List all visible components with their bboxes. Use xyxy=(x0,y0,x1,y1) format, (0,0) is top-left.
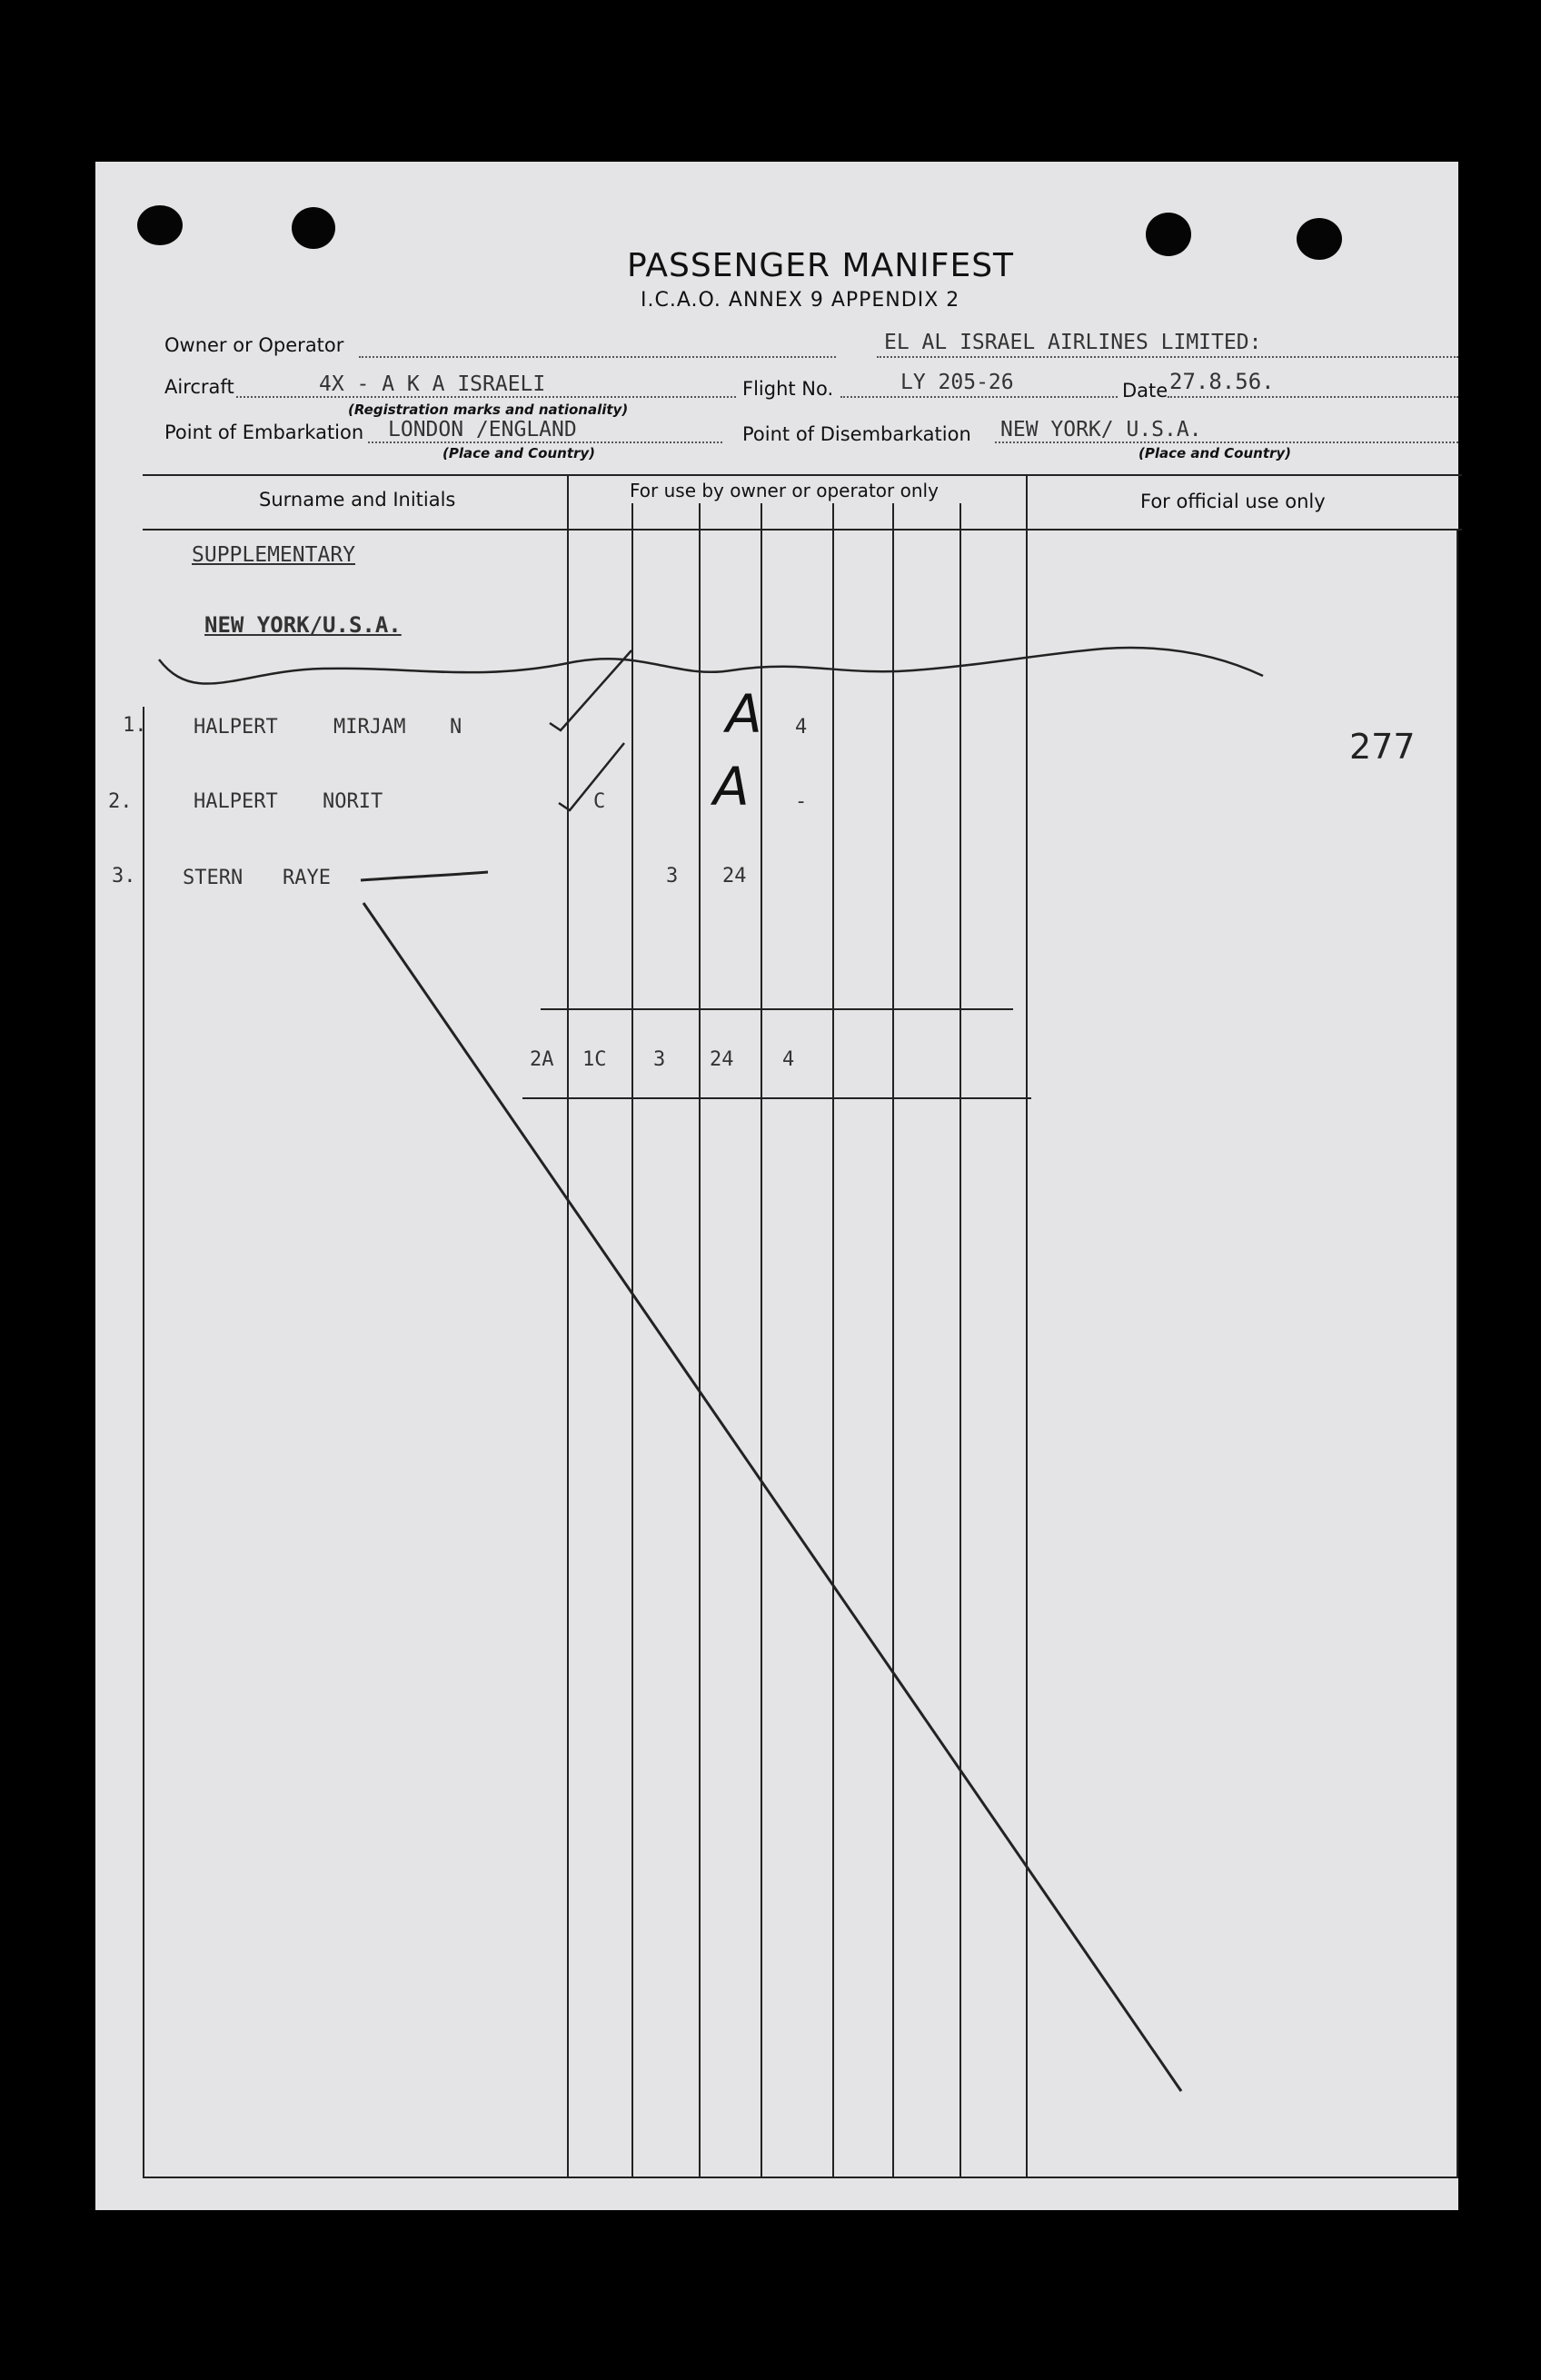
owner-label: Owner or Operator xyxy=(164,334,344,356)
column-header-surname: Surname and Initials xyxy=(259,489,456,511)
wavy-separator-line xyxy=(159,648,1263,684)
row-cell-value: 3 xyxy=(666,865,679,888)
disembarkation-label: Point of Disembarkation xyxy=(742,423,971,445)
column-header-official: For official use only xyxy=(1140,491,1326,512)
owner-value: EL AL ISRAEL AIRLINES LIMITED: xyxy=(884,331,1262,354)
passenger-surname: HALPERT xyxy=(194,716,278,739)
total-value: 4 xyxy=(782,1048,795,1071)
passenger-given-name: RAYE xyxy=(283,867,331,889)
row-cell-value: 24 xyxy=(722,865,747,888)
aircraft-value: 4X - A K A ISRAELI xyxy=(319,372,546,396)
page-number: 277 xyxy=(1349,727,1416,767)
total-value: 1C xyxy=(582,1048,607,1071)
flight-label: Flight No. xyxy=(742,378,834,400)
handwritten-mark: A xyxy=(713,756,750,818)
embarkation-value: LONDON /ENGLAND xyxy=(388,418,577,441)
handwritten-mark: A xyxy=(726,683,762,745)
manifest-sheet xyxy=(95,162,1458,2210)
row-cell-value: - xyxy=(795,790,808,813)
page-title: PASSENGER MANIFEST xyxy=(627,247,1015,284)
passenger-initial: N xyxy=(450,716,462,739)
aircraft-note: (Registration marks and nationality) xyxy=(348,402,629,418)
row-number: 3. xyxy=(112,865,136,888)
row-cell-value: 4 xyxy=(795,716,808,739)
handwritten-annotations xyxy=(95,162,1458,2210)
passenger-given-name: MIRJAM xyxy=(333,716,406,739)
section-heading-destination: NEW YORK/U.S.A. xyxy=(204,612,402,638)
check-mark-icon xyxy=(559,743,624,810)
embarkation-label: Point of Embarkation xyxy=(164,421,364,443)
date-value: 27.8.56. xyxy=(1169,369,1275,394)
total-value: 24 xyxy=(710,1048,734,1071)
passenger-surname: HALPERT xyxy=(194,790,278,813)
passenger-surname: STERN xyxy=(183,867,244,889)
column-header-owner-use: For use by owner or operator only xyxy=(630,480,939,501)
disembarkation-note: (Place and Country) xyxy=(1138,445,1292,461)
cancel-diagonal-line xyxy=(363,903,1181,2091)
aircraft-label: Aircraft xyxy=(164,376,234,398)
embarkation-note: (Place and Country) xyxy=(442,445,596,461)
date-label: Date xyxy=(1122,380,1168,402)
dash-stroke xyxy=(361,872,488,880)
row-cell-value: C xyxy=(593,790,606,813)
disembarkation-value: NEW YORK/ U.S.A. xyxy=(1000,418,1202,441)
total-value: 2A xyxy=(530,1048,554,1071)
row-number: 2. xyxy=(108,790,133,813)
flight-value: LY 205-26 xyxy=(900,371,1014,394)
page-subtitle: I.C.A.O. ANNEX 9 APPENDIX 2 xyxy=(641,289,960,312)
check-mark-icon xyxy=(550,650,631,730)
total-value: 3 xyxy=(653,1048,666,1071)
row-number: 1. xyxy=(123,714,147,737)
section-heading-supplementary: SUPPLEMENTARY xyxy=(192,543,356,567)
passenger-given-name: NORIT xyxy=(323,790,383,813)
